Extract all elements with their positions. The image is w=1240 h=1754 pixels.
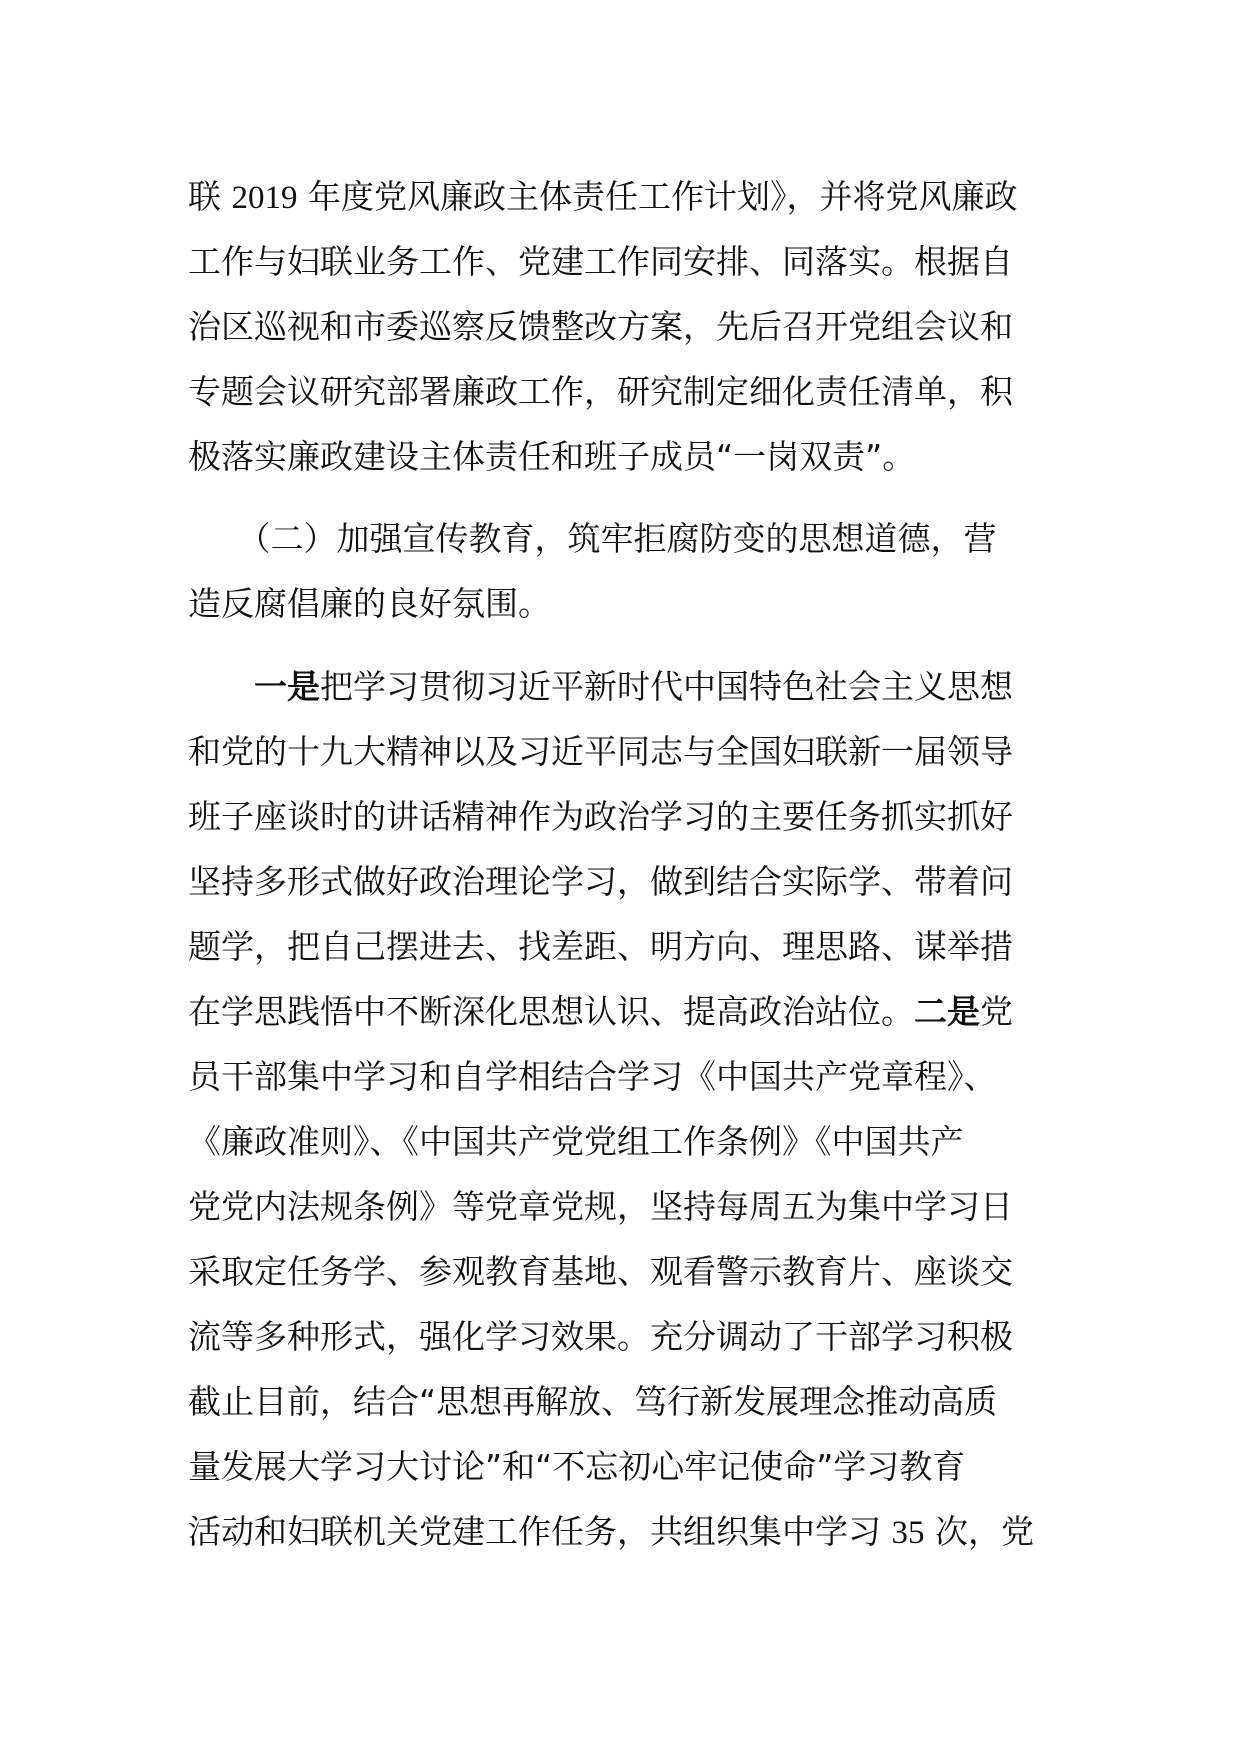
text-line	[188, 784, 1060, 849]
bold-lead-text: 二是	[914, 992, 980, 1031]
text-line	[188, 359, 1060, 424]
text-run: 联	[188, 177, 232, 216]
text-run: 把学习贯彻习近平新时代中国特色社会主义思想	[320, 667, 1013, 706]
text-line	[188, 164, 1060, 229]
text-run: 极落实廉政建设主体责任和班子成员“一岗双责”。	[188, 437, 916, 476]
text-run	[188, 667, 254, 706]
paragraph-2-heading	[188, 506, 1060, 636]
text-line	[188, 1044, 1060, 1109]
text-run: （二）加强宣传教育，筑牢拒腐防变的思想道德，营	[188, 519, 997, 558]
text-run: 2019	[231, 180, 298, 216]
text-run: 坚持多形式做好政治理论学习，做到结合实际学、带着问	[188, 862, 1013, 901]
text-run: 次，党	[924, 1512, 1034, 1551]
text-run: 流等多种形式，强化学习效果。充分调动了干部学习积极	[188, 1317, 1013, 1356]
text-run: 和党的十九大精神以及习近平同志与全国妇联新一届领导	[188, 732, 1013, 771]
text-run: 量发展大学习大讨论”和“不忘初心牢记使命”学习教育	[188, 1447, 966, 1486]
text-run: 党党内法规条例》等党章党规，坚持每周五为集中学习日	[188, 1187, 1013, 1226]
text-line	[188, 719, 1060, 784]
text-line	[188, 1239, 1060, 1304]
text-line	[188, 1434, 1060, 1499]
text-run: 工作与妇联业务工作、党建工作同安排、同落实。根据自	[188, 242, 1013, 281]
text-run: 在学思践悟中不断深化思想认识、提高政治站位。	[188, 992, 914, 1031]
text-run: 截止目前，结合“思想再解放、笃行新发展理念推动高质	[188, 1382, 998, 1421]
bold-lead-text: 一是	[254, 667, 320, 706]
paragraph-3	[188, 654, 1060, 1564]
text-run: 活动和妇联机关党建工作任务，共组织集中学习	[188, 1512, 892, 1551]
text-line	[188, 1499, 1060, 1564]
text-line	[188, 294, 1060, 359]
text-line	[188, 1304, 1060, 1369]
text-line	[188, 914, 1060, 979]
text-line	[188, 1109, 1060, 1174]
text-run: 党	[980, 992, 1013, 1031]
text-line	[188, 654, 1060, 719]
text-run: 题学，把自己摆进去、找差距、明方向、理思路、谋举措	[188, 927, 1013, 966]
text-line	[188, 1369, 1060, 1434]
text-line	[188, 506, 1060, 571]
text-run: 员干部集中学习和自学相结合学习《中国共产党章程》、	[188, 1057, 997, 1096]
paragraph-1	[188, 164, 1060, 489]
text-run: 治区巡视和市委巡察反馈整改方案，先后召开党组会议和	[188, 307, 1013, 346]
text-line	[188, 424, 1060, 489]
text-line	[188, 979, 1060, 1044]
text-line	[188, 229, 1060, 294]
text-line	[188, 571, 1060, 636]
text-line	[188, 849, 1060, 914]
text-run: 采取定任务学、参观教育基地、观看警示教育片、座谈交	[188, 1252, 1013, 1291]
text-run: 35	[891, 1515, 925, 1551]
text-run: 班子座谈时的讲话精神作为政治学习的主要任务抓实抓好	[188, 797, 1013, 836]
text-run: 造反腐倡廉的良好氛围。	[188, 584, 551, 623]
text-run: 《廉政准则》、《中国共产党党组工作条例》《中国共产	[188, 1122, 964, 1161]
text-line	[188, 1174, 1060, 1239]
text-run: 专题会议研究部署廉政工作，研究制定细化责任清单，积	[188, 372, 1013, 411]
text-run: 年度党风廉政主体责任工作计划》，并将党风廉政	[297, 177, 1018, 216]
